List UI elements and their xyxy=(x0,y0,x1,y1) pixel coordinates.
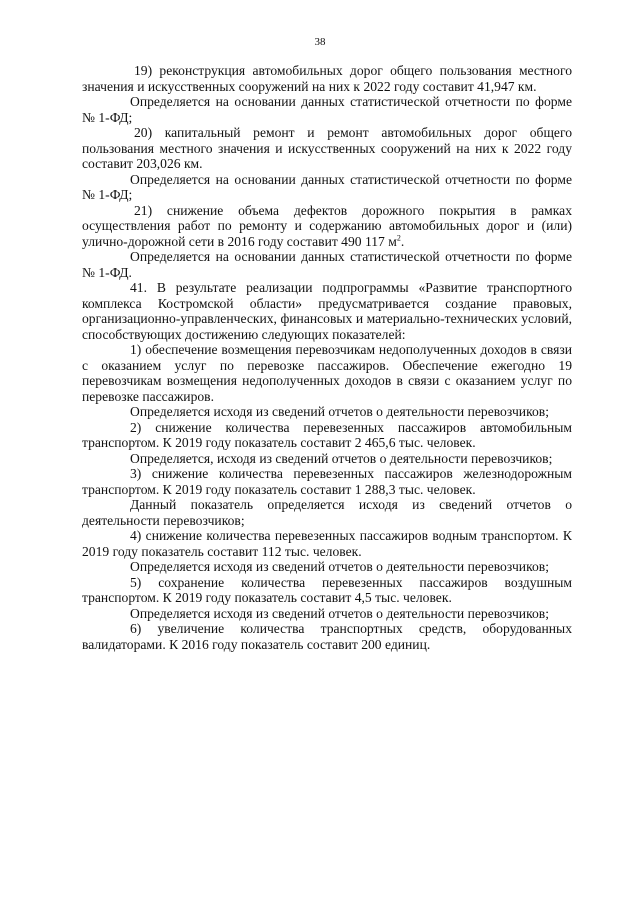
paragraph-note: Определяется исходя из сведений отчетов о деятельности перевозчиков; xyxy=(130,605,549,621)
document-body xyxy=(82,63,572,652)
paragraph-note: Определяется исходя из сведений отчетов о деятельности перевозчиков; xyxy=(130,559,549,574)
paragraph-item-21 xyxy=(82,203,572,250)
paragraph-item-20: 20) капитальный ремонт и ремонт автомобильных дорог общего пользования местного значения и искусственных сооружений на них к 2022 году составит 203,026 км. xyxy=(82,125,572,171)
paragraph-indicator-1: 1) обеспечение возмещения перевозчикам недополученных доходов в связи с оказанием услуг по перевозке пассажиров. Обеспечение ежегодно 19 перевозчикам возмещения недополученных доходов в связи с оказанием услуг по перевозке пассажиров. xyxy=(82,342,572,404)
page-number: 38 xyxy=(314,36,326,48)
paragraph-note: Определяется, исходя из сведений отчетов о деятельности перевозчиков; xyxy=(130,450,553,466)
paragraph-item-19: 19) реконструкция автомобильных дорог общего пользования местного значения и искусственных сооружений на них к 2022 году составит 41,947 км. xyxy=(82,63,572,94)
paragraph-indicator-6: 6) увеличение количества транспортных средств, оборудованных валидаторами. К 2016 году показатель составит 200 единиц. xyxy=(82,621,572,652)
paragraph-indicator-2: 2) снижение количества перевезенных пассажиров автомобильным транспортом. К 2019 году показатель составит 2 465,6 тыс. человек. xyxy=(82,419,572,450)
paragraph-note: Данный показатель определяется исходя из сведений отчетов о деятельности перевозчиков; xyxy=(82,497,572,528)
paragraph-item-21-suffix: . xyxy=(400,233,405,249)
paragraph-note: Определяется на основании данных статистической отчетности по форме № 1-ФД. xyxy=(82,249,572,280)
paragraph-indicator-4: 4) снижение количества перевезенных пассажиров водным транспортом. К 2019 году показатель составит 112 тыс. человек. xyxy=(82,528,572,559)
paragraph-item-21-text: 21) снижение объема дефектов дорожного покрытия в рамках осуществления работ по ремонту и содержанию автомобильных дорог и (или) улично-дорожной сети в 2016 году составит 490 117 м xyxy=(82,202,572,249)
paragraph-note: Определяется исходя из сведений отчетов о деятельности перевозчиков; xyxy=(130,404,549,419)
paragraph-indicator-5: 5) сохранение количества перевезенных пассажиров воздушным транспортом. К 2019 году показатель составит 4,5 тыс. человек. xyxy=(82,574,572,605)
paragraph-section-41: 41. В результате реализации подпрограммы «Развитие транспортного комплекса Костромской области» предусматривается создание правовых, организационно-управленческих, финансовых и материально-технических условий, способствующих достижению следующих показателей: xyxy=(82,280,572,342)
paragraph-note: Определяется на основании данных статистической отчетности по форме № 1-ФД; xyxy=(82,94,572,125)
superscript-unit: 2 xyxy=(396,232,401,242)
paragraph-note: Определяется на основании данных статистической отчетности по форме № 1-ФД; xyxy=(82,171,572,202)
paragraph-indicator-3: 3) снижение количества перевезенных пассажиров железнодорожным транспортом. К 2019 году показатель составит 1 288,3 тыс. человек. xyxy=(82,466,572,497)
